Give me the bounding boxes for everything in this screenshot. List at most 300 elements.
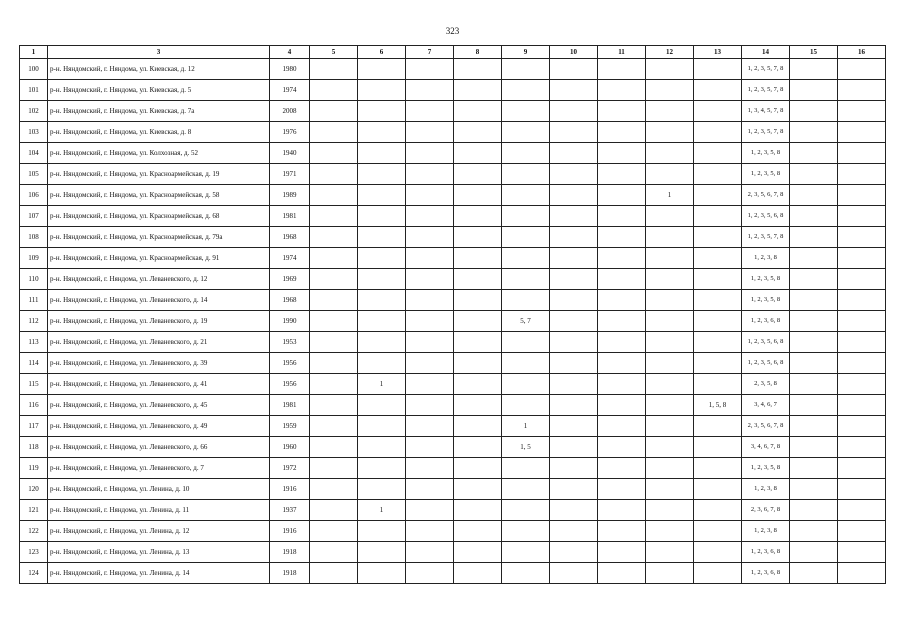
- col-16-cell: [838, 269, 886, 290]
- year-built-cell: 1974: [270, 80, 310, 101]
- year-built-cell: 1953: [270, 332, 310, 353]
- col-16-cell: [838, 437, 886, 458]
- col-10-cell: [550, 542, 598, 563]
- repair-codes-cell: 3, 4, 6, 7: [742, 395, 790, 416]
- col-5-cell: [310, 143, 358, 164]
- address-cell: р-н. Няндомский, г. Няндома, ул. Ленина, д. 13: [48, 542, 270, 563]
- col-12-cell: [646, 164, 694, 185]
- col-5-cell: [310, 269, 358, 290]
- col-12-cell: [646, 311, 694, 332]
- col-15-cell: [790, 332, 838, 353]
- row-number-cell: 103: [20, 122, 48, 143]
- housing-registry-table: [19, 45, 886, 584]
- col-7-cell: [406, 290, 454, 311]
- year-built-cell: 1956: [270, 353, 310, 374]
- col-15-cell: [790, 122, 838, 143]
- col-6-cell: [358, 185, 406, 206]
- year-built-cell: 1968: [270, 227, 310, 248]
- col-11-cell: [598, 143, 646, 164]
- col-6-cell: [358, 269, 406, 290]
- address-cell: р-н. Няндомский, г. Няндома, ул. Красноармейская, д. 19: [48, 164, 270, 185]
- year-built-cell: 1972: [270, 458, 310, 479]
- col-13-cell: [694, 227, 742, 248]
- row-number-cell: 121: [20, 500, 48, 521]
- col-12-cell: [646, 122, 694, 143]
- col-8-cell: [454, 542, 502, 563]
- repair-codes-cell: 1, 2, 3, 5, 7, 8: [742, 227, 790, 248]
- col-10-cell: [550, 269, 598, 290]
- table-row: [20, 374, 886, 395]
- col-5-cell: [310, 521, 358, 542]
- column-header: 9: [502, 46, 550, 59]
- col-9-cell: [502, 374, 550, 395]
- col-15-cell: [790, 248, 838, 269]
- col-16-cell: [838, 500, 886, 521]
- col-8-cell: [454, 395, 502, 416]
- col-9-cell: [502, 269, 550, 290]
- year-built-cell: 1959: [270, 416, 310, 437]
- column-header: 5: [310, 46, 358, 59]
- col-12-cell: [646, 80, 694, 101]
- col-8-cell: [454, 122, 502, 143]
- col-9-cell: [502, 458, 550, 479]
- row-number-cell: 107: [20, 206, 48, 227]
- col-9-cell: [502, 122, 550, 143]
- column-header: 12: [646, 46, 694, 59]
- year-built-cell: 1981: [270, 395, 310, 416]
- col-8-cell: [454, 311, 502, 332]
- col-8-cell: [454, 458, 502, 479]
- col-6-cell: [358, 290, 406, 311]
- year-built-cell: 1940: [270, 143, 310, 164]
- col-11-cell: [598, 101, 646, 122]
- col-11-cell: [598, 164, 646, 185]
- table-row: [20, 59, 886, 80]
- year-built-cell: 1968: [270, 290, 310, 311]
- col-12-cell: [646, 332, 694, 353]
- col-6-cell: [358, 332, 406, 353]
- col-11-cell: [598, 395, 646, 416]
- col-7-cell: [406, 563, 454, 584]
- repair-codes-cell: 3, 4, 6, 7, 8: [742, 437, 790, 458]
- col-15-cell: [790, 185, 838, 206]
- col-8-cell: [454, 80, 502, 101]
- column-header: 14: [742, 46, 790, 59]
- column-header: 4: [270, 46, 310, 59]
- page-number: 323: [445, 26, 460, 36]
- repair-codes-cell: 2, 3, 5, 6, 7, 8: [742, 416, 790, 437]
- address-cell: р-н. Няндомский, г. Няндома, ул. Леваневского, д. 49: [48, 416, 270, 437]
- col-7-cell: [406, 311, 454, 332]
- col-5-cell: [310, 353, 358, 374]
- col-6-cell: [358, 416, 406, 437]
- col-7-cell: [406, 437, 454, 458]
- col-11-cell: [598, 521, 646, 542]
- col-12-cell: [646, 563, 694, 584]
- repair-codes-cell: 2, 3, 6, 7, 8: [742, 500, 790, 521]
- col-16-cell: [838, 542, 886, 563]
- col-12-cell: 1: [646, 185, 694, 206]
- col-7-cell: [406, 185, 454, 206]
- col-6-cell: [358, 80, 406, 101]
- col-5-cell: [310, 437, 358, 458]
- col-8-cell: [454, 563, 502, 584]
- col-15-cell: [790, 227, 838, 248]
- col-11-cell: [598, 416, 646, 437]
- col-6-cell: [358, 563, 406, 584]
- col-5-cell: [310, 59, 358, 80]
- row-number-cell: 115: [20, 374, 48, 395]
- repair-codes-cell: 1, 2, 3, 6, 8: [742, 563, 790, 584]
- table-row: [20, 206, 886, 227]
- col-16-cell: [838, 248, 886, 269]
- col-15-cell: [790, 479, 838, 500]
- col-6-cell: [358, 437, 406, 458]
- col-7-cell: [406, 59, 454, 80]
- row-number-cell: 100: [20, 59, 48, 80]
- col-13-cell: [694, 500, 742, 521]
- table-row: [20, 332, 886, 353]
- col-7-cell: [406, 122, 454, 143]
- col-15-cell: [790, 311, 838, 332]
- column-header: 3: [48, 46, 270, 59]
- col-11-cell: [598, 290, 646, 311]
- table-row: [20, 437, 886, 458]
- repair-codes-cell: 1, 2, 3, 5, 8: [742, 458, 790, 479]
- row-number-cell: 113: [20, 332, 48, 353]
- col-8-cell: [454, 500, 502, 521]
- col-15-cell: [790, 521, 838, 542]
- col-7-cell: [406, 500, 454, 521]
- col-13-cell: [694, 563, 742, 584]
- repair-codes-cell: 1, 2, 3, 5, 6, 8: [742, 332, 790, 353]
- col-11-cell: [598, 248, 646, 269]
- col-11-cell: [598, 227, 646, 248]
- col-9-cell: [502, 479, 550, 500]
- col-6-cell: 1: [358, 374, 406, 395]
- repair-codes-cell: 1, 2, 3, 8: [742, 248, 790, 269]
- col-16-cell: [838, 416, 886, 437]
- col-7-cell: [406, 374, 454, 395]
- col-13-cell: [694, 206, 742, 227]
- col-7-cell: [406, 80, 454, 101]
- repair-codes-cell: 1, 2, 3, 5, 8: [742, 269, 790, 290]
- col-16-cell: [838, 332, 886, 353]
- address-cell: р-н. Няндомский, г. Няндома, ул. Леваневского, д. 66: [48, 437, 270, 458]
- col-6-cell: [358, 248, 406, 269]
- col-16-cell: [838, 563, 886, 584]
- col-13-cell: [694, 458, 742, 479]
- col-11-cell: [598, 563, 646, 584]
- table-row: [20, 563, 886, 584]
- col-11-cell: [598, 500, 646, 521]
- col-10-cell: [550, 521, 598, 542]
- address-cell: р-н. Няндомский, г. Няндома, ул. Леваневского, д. 21: [48, 332, 270, 353]
- address-cell: р-н. Няндомский, г. Няндома, ул. Ленина, д. 11: [48, 500, 270, 521]
- col-9-cell: 1: [502, 416, 550, 437]
- col-13-cell: 1, 5, 8: [694, 395, 742, 416]
- address-cell: р-н. Няндомский, г. Няндома, ул. Красноармейская, д. 58: [48, 185, 270, 206]
- row-number-cell: 111: [20, 290, 48, 311]
- row-number-cell: 117: [20, 416, 48, 437]
- col-7-cell: [406, 521, 454, 542]
- col-12-cell: [646, 59, 694, 80]
- col-16-cell: [838, 290, 886, 311]
- address-cell: р-н. Няндомский, г. Няндома, ул. Леваневского, д. 7: [48, 458, 270, 479]
- repair-codes-cell: 2, 3, 5, 8: [742, 374, 790, 395]
- col-13-cell: [694, 164, 742, 185]
- col-5-cell: [310, 101, 358, 122]
- col-6-cell: [358, 227, 406, 248]
- col-11-cell: [598, 437, 646, 458]
- year-built-cell: 1981: [270, 206, 310, 227]
- address-cell: р-н. Няндомский, г. Няндома, ул. Красноармейская, д. 79а: [48, 227, 270, 248]
- col-10-cell: [550, 164, 598, 185]
- row-number-cell: 105: [20, 164, 48, 185]
- col-7-cell: [406, 248, 454, 269]
- address-cell: р-н. Няндомский, г. Няндома, ул. Колхозная, д. 52: [48, 143, 270, 164]
- col-9-cell: [502, 542, 550, 563]
- row-number-cell: 112: [20, 311, 48, 332]
- table-row: [20, 248, 886, 269]
- repair-codes-cell: 2, 3, 5, 6, 7, 8: [742, 185, 790, 206]
- col-12-cell: [646, 248, 694, 269]
- col-12-cell: [646, 437, 694, 458]
- column-header: 10: [550, 46, 598, 59]
- col-12-cell: [646, 500, 694, 521]
- col-15-cell: [790, 59, 838, 80]
- col-12-cell: [646, 353, 694, 374]
- col-7-cell: [406, 206, 454, 227]
- row-number-cell: 119: [20, 458, 48, 479]
- address-cell: р-н. Няндомский, г. Няндома, ул. Киевская, д. 5: [48, 80, 270, 101]
- col-10-cell: [550, 248, 598, 269]
- address-cell: р-н. Няндомский, г. Няндома, ул. Киевская, д. 12: [48, 59, 270, 80]
- col-8-cell: [454, 521, 502, 542]
- year-built-cell: 1990: [270, 311, 310, 332]
- col-7-cell: [406, 227, 454, 248]
- column-header: 11: [598, 46, 646, 59]
- col-16-cell: [838, 164, 886, 185]
- col-5-cell: [310, 563, 358, 584]
- row-number-cell: 114: [20, 353, 48, 374]
- col-5-cell: [310, 416, 358, 437]
- row-number-cell: 106: [20, 185, 48, 206]
- col-7-cell: [406, 164, 454, 185]
- row-number-cell: 124: [20, 563, 48, 584]
- row-number-cell: 109: [20, 248, 48, 269]
- col-7-cell: [406, 101, 454, 122]
- col-5-cell: [310, 290, 358, 311]
- table-row: [20, 479, 886, 500]
- col-15-cell: [790, 80, 838, 101]
- col-5-cell: [310, 500, 358, 521]
- col-13-cell: [694, 311, 742, 332]
- col-11-cell: [598, 458, 646, 479]
- row-number-cell: 122: [20, 521, 48, 542]
- col-8-cell: [454, 227, 502, 248]
- repair-codes-cell: 1, 2, 3, 6, 8: [742, 542, 790, 563]
- col-10-cell: [550, 185, 598, 206]
- col-9-cell: [502, 101, 550, 122]
- table-row: [20, 101, 886, 122]
- col-8-cell: [454, 248, 502, 269]
- col-10-cell: [550, 458, 598, 479]
- col-7-cell: [406, 542, 454, 563]
- row-number-cell: 123: [20, 542, 48, 563]
- col-16-cell: [838, 59, 886, 80]
- col-10-cell: [550, 374, 598, 395]
- col-13-cell: [694, 332, 742, 353]
- col-13-cell: [694, 248, 742, 269]
- col-11-cell: [598, 542, 646, 563]
- col-11-cell: [598, 206, 646, 227]
- col-5-cell: [310, 374, 358, 395]
- table-row: [20, 227, 886, 248]
- col-9-cell: [502, 164, 550, 185]
- col-5-cell: [310, 311, 358, 332]
- col-6-cell: [358, 164, 406, 185]
- table-row: [20, 416, 886, 437]
- col-8-cell: [454, 59, 502, 80]
- table-row: [20, 311, 886, 332]
- col-10-cell: [550, 437, 598, 458]
- address-cell: р-н. Няндомский, г. Няндома, ул. Леваневского, д. 39: [48, 353, 270, 374]
- col-9-cell: [502, 332, 550, 353]
- row-number-cell: 110: [20, 269, 48, 290]
- column-header: 6: [358, 46, 406, 59]
- address-cell: р-н. Няндомский, г. Няндома, ул. Киевская, д. 7а: [48, 101, 270, 122]
- col-7-cell: [406, 269, 454, 290]
- col-16-cell: [838, 353, 886, 374]
- year-built-cell: 1969: [270, 269, 310, 290]
- col-6-cell: [358, 395, 406, 416]
- col-8-cell: [454, 164, 502, 185]
- col-6-cell: [358, 206, 406, 227]
- col-9-cell: [502, 500, 550, 521]
- table-row: [20, 185, 886, 206]
- col-9-cell: [502, 59, 550, 80]
- col-9-cell: [502, 395, 550, 416]
- col-9-cell: [502, 143, 550, 164]
- col-10-cell: [550, 143, 598, 164]
- repair-codes-cell: 1, 2, 3, 5, 6, 8: [742, 206, 790, 227]
- col-10-cell: [550, 395, 598, 416]
- row-number-cell: 116: [20, 395, 48, 416]
- col-10-cell: [550, 59, 598, 80]
- col-15-cell: [790, 542, 838, 563]
- address-cell: р-н. Няндомский, г. Няндома, ул. Леваневского, д. 12: [48, 269, 270, 290]
- year-built-cell: 1960: [270, 437, 310, 458]
- col-6-cell: [358, 101, 406, 122]
- col-5-cell: [310, 458, 358, 479]
- col-10-cell: [550, 479, 598, 500]
- col-7-cell: [406, 416, 454, 437]
- col-13-cell: [694, 416, 742, 437]
- column-header: 1: [20, 46, 48, 59]
- table-row: [20, 542, 886, 563]
- col-10-cell: [550, 500, 598, 521]
- table-row: [20, 458, 886, 479]
- col-16-cell: [838, 227, 886, 248]
- col-11-cell: [598, 185, 646, 206]
- repair-codes-cell: 1, 2, 3, 5, 8: [742, 143, 790, 164]
- col-9-cell: [502, 290, 550, 311]
- col-11-cell: [598, 374, 646, 395]
- col-8-cell: [454, 416, 502, 437]
- col-15-cell: [790, 269, 838, 290]
- address-cell: р-н. Няндомский, г. Няндома, ул. Красноармейская, д. 91: [48, 248, 270, 269]
- col-11-cell: [598, 332, 646, 353]
- year-built-cell: 1937: [270, 500, 310, 521]
- col-8-cell: [454, 374, 502, 395]
- col-16-cell: [838, 122, 886, 143]
- row-number-cell: 104: [20, 143, 48, 164]
- table-row: [20, 290, 886, 311]
- col-13-cell: [694, 479, 742, 500]
- address-cell: р-н. Няндомский, г. Няндома, ул. Ленина, д. 12: [48, 521, 270, 542]
- col-15-cell: [790, 290, 838, 311]
- row-number-cell: 120: [20, 479, 48, 500]
- row-number-cell: 108: [20, 227, 48, 248]
- col-5-cell: [310, 542, 358, 563]
- col-8-cell: [454, 269, 502, 290]
- col-15-cell: [790, 458, 838, 479]
- repair-codes-cell: 1, 2, 3, 5, 7, 8: [742, 59, 790, 80]
- col-15-cell: [790, 101, 838, 122]
- col-8-cell: [454, 185, 502, 206]
- col-10-cell: [550, 122, 598, 143]
- address-cell: р-н. Няндомский, г. Няндома, ул. Красноармейская, д. 68: [48, 206, 270, 227]
- repair-codes-cell: 1, 2, 3, 6, 8: [742, 311, 790, 332]
- col-13-cell: [694, 101, 742, 122]
- repair-codes-cell: 1, 2, 3, 5, 6, 8: [742, 353, 790, 374]
- col-15-cell: [790, 374, 838, 395]
- year-built-cell: 1976: [270, 122, 310, 143]
- col-5-cell: [310, 206, 358, 227]
- col-8-cell: [454, 353, 502, 374]
- col-15-cell: [790, 563, 838, 584]
- col-10-cell: [550, 353, 598, 374]
- col-12-cell: [646, 395, 694, 416]
- table-row: [20, 395, 886, 416]
- address-cell: р-н. Няндомский, г. Няндома, ул. Ленина, д. 14: [48, 563, 270, 584]
- year-built-cell: 1918: [270, 542, 310, 563]
- col-7-cell: [406, 332, 454, 353]
- year-built-cell: 2008: [270, 101, 310, 122]
- year-built-cell: 1971: [270, 164, 310, 185]
- col-7-cell: [406, 395, 454, 416]
- col-6-cell: [358, 353, 406, 374]
- year-built-cell: 1956: [270, 374, 310, 395]
- repair-codes-cell: 1, 2, 3, 5, 8: [742, 164, 790, 185]
- col-11-cell: [598, 311, 646, 332]
- col-16-cell: [838, 143, 886, 164]
- col-12-cell: [646, 290, 694, 311]
- row-number-cell: 101: [20, 80, 48, 101]
- col-16-cell: [838, 521, 886, 542]
- col-13-cell: [694, 143, 742, 164]
- col-6-cell: [358, 311, 406, 332]
- address-cell: р-н. Няндомский, г. Няндома, ул. Ленина, д. 10: [48, 479, 270, 500]
- col-5-cell: [310, 227, 358, 248]
- col-7-cell: [406, 143, 454, 164]
- col-12-cell: [646, 521, 694, 542]
- col-13-cell: [694, 353, 742, 374]
- col-6-cell: 1: [358, 500, 406, 521]
- column-header: 7: [406, 46, 454, 59]
- col-9-cell: 5, 7: [502, 311, 550, 332]
